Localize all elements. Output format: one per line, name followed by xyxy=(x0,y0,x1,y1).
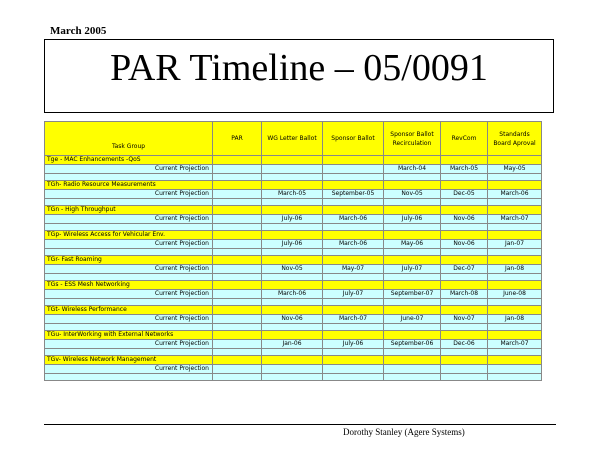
milestone-date xyxy=(213,265,262,274)
spacer-cell xyxy=(384,324,441,331)
milestone-date: March-06 xyxy=(323,240,384,249)
milestone-date: Nov-06 xyxy=(262,315,323,324)
task-group-cell xyxy=(488,156,542,165)
milestone-date xyxy=(384,365,441,374)
task-group-name: Tge - MAC Enhancements -QoS xyxy=(45,156,213,165)
task-group-cell xyxy=(384,156,441,165)
task-group-row xyxy=(45,281,542,290)
task-group-row xyxy=(45,306,542,315)
milestone-date: Nov-05 xyxy=(262,265,323,274)
spacer-cell xyxy=(441,249,488,256)
milestone-date: March-04 xyxy=(384,165,441,174)
spacer-cell xyxy=(45,224,213,231)
spacer-cell xyxy=(384,174,441,181)
task-group-name: TGu- InterWorking with External Networks xyxy=(45,331,213,340)
task-group-row xyxy=(45,356,542,365)
milestone-date: Nov-07 xyxy=(441,315,488,324)
spacer-cell xyxy=(323,324,384,331)
col-header-sponsor-recirculation: Sponsor Ballot Recirculation xyxy=(384,122,441,156)
task-group-row xyxy=(45,231,542,240)
task-group-cell xyxy=(488,356,542,365)
spacer-cell xyxy=(441,174,488,181)
spacer-cell xyxy=(441,274,488,281)
milestone-date: March-05 xyxy=(441,165,488,174)
milestone-date: Jan-06 xyxy=(262,340,323,349)
spacer-cell xyxy=(213,174,262,181)
spacer-cell xyxy=(384,249,441,256)
spacer-cell xyxy=(488,374,542,381)
task-group-cell xyxy=(262,181,323,190)
milestone-date: March-05 xyxy=(262,190,323,199)
milestone-date: Dec-07 xyxy=(441,265,488,274)
milestone-date: May-06 xyxy=(384,240,441,249)
task-group-cell xyxy=(488,281,542,290)
task-group-cell xyxy=(323,206,384,215)
task-group-cell xyxy=(441,281,488,290)
milestone-date: June-08 xyxy=(488,290,542,299)
spacer-cell xyxy=(323,174,384,181)
spacer-cell xyxy=(213,199,262,206)
spacer-cell xyxy=(262,349,323,356)
projection-label: Current Projection xyxy=(45,340,213,349)
task-group-cell xyxy=(213,156,262,165)
milestone-date: July-06 xyxy=(384,215,441,224)
task-group-cell xyxy=(262,356,323,365)
task-group-cell xyxy=(323,231,384,240)
task-group-cell xyxy=(384,281,441,290)
spacer-cell xyxy=(323,299,384,306)
task-group-cell xyxy=(262,306,323,315)
milestone-date: March-08 xyxy=(441,290,488,299)
task-group-cell xyxy=(323,356,384,365)
spacer-cell xyxy=(262,324,323,331)
projection-row xyxy=(45,315,542,324)
par-timeline-table xyxy=(44,121,542,381)
task-group-cell xyxy=(323,181,384,190)
task-group-cell xyxy=(213,306,262,315)
task-group-cell xyxy=(323,256,384,265)
milestone-date: March-06 xyxy=(488,190,542,199)
task-group-cell xyxy=(213,181,262,190)
task-group-cell xyxy=(441,206,488,215)
spacer-cell xyxy=(262,199,323,206)
spacer-cell xyxy=(213,324,262,331)
spacer-row xyxy=(45,349,542,356)
task-group-cell xyxy=(441,181,488,190)
col-header-revcom: RevCom xyxy=(441,122,488,156)
projection-label: Current Projection xyxy=(45,240,213,249)
task-group-cell xyxy=(213,281,262,290)
milestone-date xyxy=(262,365,323,374)
spacer-cell xyxy=(45,299,213,306)
spacer-cell xyxy=(488,199,542,206)
spacer-cell xyxy=(262,299,323,306)
spacer-cell xyxy=(213,224,262,231)
spacer-cell xyxy=(323,274,384,281)
task-group-cell xyxy=(262,256,323,265)
spacer-cell xyxy=(262,374,323,381)
spacer-cell xyxy=(323,374,384,381)
projection-row xyxy=(45,265,542,274)
spacer-cell xyxy=(45,274,213,281)
spacer-cell xyxy=(213,374,262,381)
spacer-row xyxy=(45,224,542,231)
task-group-row xyxy=(45,331,542,340)
task-group-cell xyxy=(323,281,384,290)
projection-label: Current Projection xyxy=(45,165,213,174)
task-group-name: TGt- Wireless Performance xyxy=(45,306,213,315)
footer-divider xyxy=(44,424,556,425)
task-group-cell xyxy=(262,206,323,215)
milestone-date: June-07 xyxy=(384,315,441,324)
task-group-cell xyxy=(488,331,542,340)
spacer-row xyxy=(45,274,542,281)
spacer-cell xyxy=(384,349,441,356)
task-group-cell xyxy=(488,256,542,265)
spacer-cell xyxy=(213,349,262,356)
task-group-cell xyxy=(488,306,542,315)
spacer-cell xyxy=(441,349,488,356)
milestone-date xyxy=(323,365,384,374)
spacer-cell xyxy=(213,249,262,256)
milestone-date: March-07 xyxy=(488,215,542,224)
spacer-cell xyxy=(323,199,384,206)
milestone-date: Jan-07 xyxy=(488,240,542,249)
task-group-cell xyxy=(262,231,323,240)
milestone-date: July-06 xyxy=(262,215,323,224)
milestone-date: March-06 xyxy=(262,290,323,299)
projection-label: Current Projection xyxy=(45,365,213,374)
spacer-cell xyxy=(45,324,213,331)
col-header-sponsor-ballot: Sponsor Ballot xyxy=(323,122,384,156)
task-group-cell xyxy=(323,306,384,315)
projection-row xyxy=(45,215,542,224)
spacer-cell xyxy=(384,299,441,306)
milestone-date xyxy=(262,165,323,174)
spacer-cell xyxy=(45,349,213,356)
milestone-date: September-07 xyxy=(384,290,441,299)
milestone-date xyxy=(213,190,262,199)
spacer-cell xyxy=(384,274,441,281)
milestone-date: Jan-08 xyxy=(488,315,542,324)
milestone-date: March-07 xyxy=(323,315,384,324)
projection-label: Current Projection xyxy=(45,190,213,199)
milestone-date: Nov-06 xyxy=(441,215,488,224)
spacer-row xyxy=(45,324,542,331)
milestone-date: Dec-06 xyxy=(441,340,488,349)
task-group-cell xyxy=(262,281,323,290)
slide-title: PAR Timeline – 05/0091 xyxy=(110,47,488,89)
spacer-cell xyxy=(384,224,441,231)
task-group-name: TGv- Wireless Network Management xyxy=(45,356,213,365)
task-group-row xyxy=(45,256,542,265)
task-group-cell xyxy=(213,356,262,365)
milestone-date xyxy=(441,365,488,374)
spacer-cell xyxy=(488,249,542,256)
task-group-row xyxy=(45,181,542,190)
spacer-cell xyxy=(488,324,542,331)
milestone-date: July-07 xyxy=(323,290,384,299)
milestone-date xyxy=(323,165,384,174)
projection-row xyxy=(45,165,542,174)
task-group-cell xyxy=(441,356,488,365)
milestone-date: September-05 xyxy=(323,190,384,199)
task-group-cell xyxy=(262,156,323,165)
task-group-cell xyxy=(213,256,262,265)
projection-label: Current Projection xyxy=(45,315,213,324)
spacer-cell xyxy=(441,324,488,331)
col-header-wg-letter-ballot: WG Letter Ballot xyxy=(262,122,323,156)
spacer-cell xyxy=(262,274,323,281)
task-group-cell xyxy=(384,356,441,365)
milestone-date xyxy=(488,365,542,374)
milestone-date: September-06 xyxy=(384,340,441,349)
projection-row xyxy=(45,240,542,249)
task-group-cell xyxy=(384,256,441,265)
task-group-cell xyxy=(441,256,488,265)
milestone-date: Jan-08 xyxy=(488,265,542,274)
spacer-cell xyxy=(488,224,542,231)
spacer-cell xyxy=(262,249,323,256)
spacer-cell xyxy=(384,374,441,381)
task-group-cell xyxy=(323,331,384,340)
milestone-date: March-07 xyxy=(488,340,542,349)
col-header-standards-board: Standards Board Aproval xyxy=(488,122,542,156)
milestone-date: Nov-05 xyxy=(384,190,441,199)
task-group-cell xyxy=(213,231,262,240)
task-group-cell xyxy=(488,181,542,190)
milestone-date xyxy=(213,240,262,249)
task-group-cell xyxy=(384,331,441,340)
spacer-cell xyxy=(441,299,488,306)
milestone-date xyxy=(213,315,262,324)
spacer-cell xyxy=(45,374,213,381)
task-group-name: TGn - High Throughput xyxy=(45,206,213,215)
milestone-date xyxy=(213,290,262,299)
spacer-cell xyxy=(488,274,542,281)
milestone-date: Nov-06 xyxy=(441,240,488,249)
projection-label: Current Projection xyxy=(45,215,213,224)
spacer-cell xyxy=(441,199,488,206)
spacer-cell xyxy=(441,224,488,231)
task-group-cell xyxy=(441,306,488,315)
task-group-name: TGp- Wireless Access for Vehicular Env. xyxy=(45,231,213,240)
spacer-row xyxy=(45,299,542,306)
task-group-row xyxy=(45,206,542,215)
task-group-cell xyxy=(488,231,542,240)
task-group-name: TGr- Fast Roaming xyxy=(45,256,213,265)
task-group-row xyxy=(45,156,542,165)
slide-date: March 2005 xyxy=(50,25,107,37)
spacer-cell xyxy=(488,174,542,181)
task-group-name: TGs - ESS Mesh Networking xyxy=(45,281,213,290)
milestone-date xyxy=(213,215,262,224)
spacer-cell xyxy=(262,174,323,181)
task-group-cell xyxy=(213,331,262,340)
spacer-cell xyxy=(488,349,542,356)
spacer-cell xyxy=(384,199,441,206)
task-group-cell xyxy=(384,231,441,240)
milestone-date: Dec-05 xyxy=(441,190,488,199)
milestone-date: May-05 xyxy=(488,165,542,174)
spacer-cell xyxy=(45,249,213,256)
milestone-date: July-06 xyxy=(323,340,384,349)
spacer-cell xyxy=(323,224,384,231)
spacer-cell xyxy=(441,374,488,381)
task-group-cell xyxy=(384,206,441,215)
milestone-date xyxy=(213,340,262,349)
milestone-date: March-06 xyxy=(323,215,384,224)
task-group-cell xyxy=(213,206,262,215)
projection-label: Current Projection xyxy=(45,265,213,274)
spacer-cell xyxy=(213,274,262,281)
spacer-row xyxy=(45,374,542,381)
title-box xyxy=(44,39,554,113)
projection-label: Current Projection xyxy=(45,290,213,299)
spacer-row xyxy=(45,199,542,206)
col-header-task-group: Task Group xyxy=(45,122,213,156)
spacer-cell xyxy=(45,174,213,181)
footer-author: Dorothy Stanley (Agere Systems) xyxy=(343,427,465,437)
spacer-cell xyxy=(323,249,384,256)
task-group-name: TGh- Radio Resource Measurements xyxy=(45,181,213,190)
spacer-cell xyxy=(488,299,542,306)
task-group-cell xyxy=(441,156,488,165)
spacer-row xyxy=(45,174,542,181)
projection-row xyxy=(45,190,542,199)
task-group-cell xyxy=(441,231,488,240)
milestone-date xyxy=(213,365,262,374)
spacer-cell xyxy=(45,199,213,206)
spacer-row xyxy=(45,249,542,256)
spacer-cell xyxy=(262,224,323,231)
milestone-date: May-07 xyxy=(323,265,384,274)
task-group-cell xyxy=(441,331,488,340)
task-group-cell xyxy=(262,331,323,340)
projection-row xyxy=(45,365,542,374)
table-header-row xyxy=(45,122,542,156)
spacer-cell xyxy=(323,349,384,356)
spacer-cell xyxy=(213,299,262,306)
task-group-cell xyxy=(323,156,384,165)
projection-row xyxy=(45,290,542,299)
task-group-cell xyxy=(488,206,542,215)
projection-row xyxy=(45,340,542,349)
milestone-date xyxy=(213,165,262,174)
milestone-date: July-07 xyxy=(384,265,441,274)
task-group-cell xyxy=(384,306,441,315)
milestone-date: July-06 xyxy=(262,240,323,249)
col-header-par: PAR xyxy=(213,122,262,156)
task-group-cell xyxy=(384,181,441,190)
